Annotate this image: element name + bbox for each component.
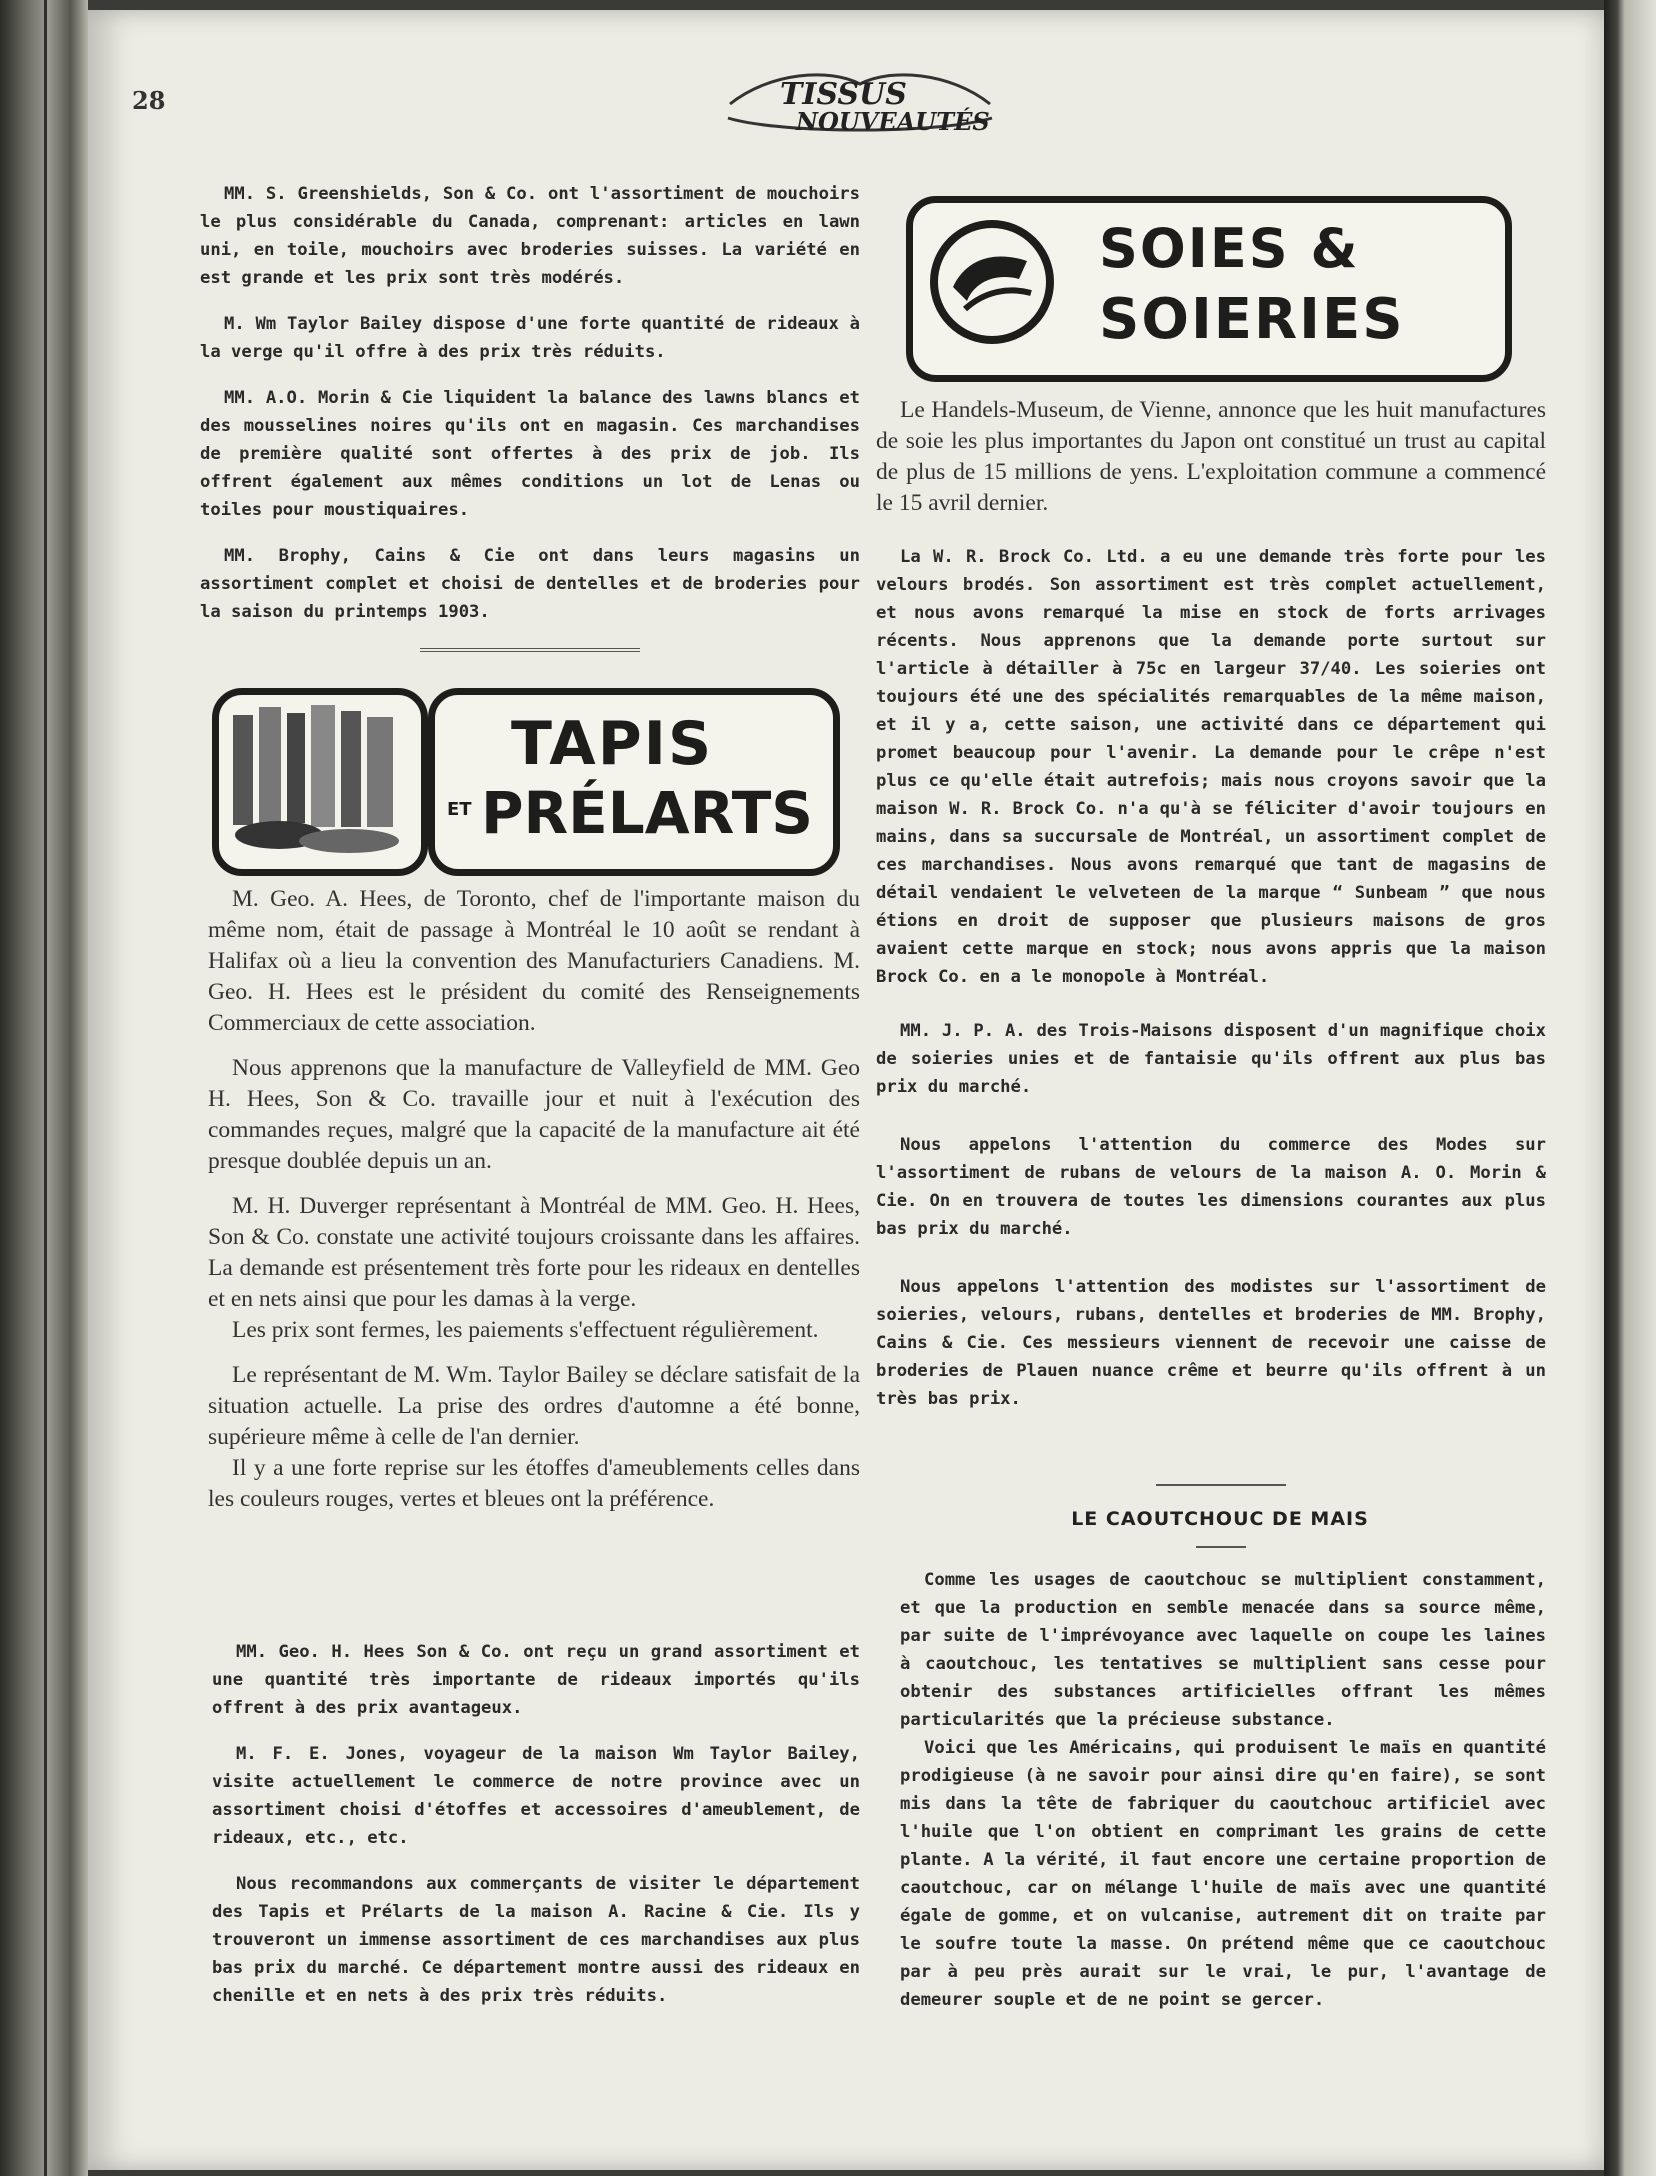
silk-spool-illustration xyxy=(927,217,1057,347)
right-column xyxy=(876,395,1546,1431)
article-greenshields: MM. S. Greenshields, Son & Co. ont l'assortiment de mouchoirs le plus considérable du Canada, comprenant: articles en lawn uni, en toile, mouchoirs avec broderies suisses. La variété en est grande et les prix sont très modérés. xyxy=(200,184,860,288)
article-hees-rideaux: MM. Geo. H. Hees Son & Co. ont reçu un grand assortiment et une quantité très importante de rideaux importés qu'ils offrent à des prix avantageux. xyxy=(212,1642,860,1718)
banner-soies: SOIES & xyxy=(1099,217,1360,280)
article-hees-toronto: M. Geo. A. Hees, de Toronto, chef de l'importante maison du même nom, était de passage à Montréal le 10 août se rendant à Halifax où a lieu la convention des Manufacturiers Canadiens. M. Geo. H. Hees est le président du comité des Renseignements Commerciaux de cette association. xyxy=(208,886,860,1036)
article-morin-rubans: Nous appelons l'attention du commerce des Modes sur l'assortiment de rubans de velours de la maison A. O. Morin & Cie. On en trouvera de toutes les dimensions courantes aux plus bas prix du marché. xyxy=(876,1135,1546,1239)
section-rule-top xyxy=(1156,1484,1286,1486)
banner-soieries: SOIERIES xyxy=(1099,287,1405,352)
article-reprise-ameublements: Il y a une forte reprise sur les étoffes d'ameublements celles dans les couleurs rouges, vertes et bleues ont la préférence. xyxy=(208,1455,860,1512)
banner-et: ET xyxy=(447,799,472,820)
article-brophy: MM. Brophy, Cains & Cie ont dans leurs magasins un assortiment complet et choisi de dentelles et de broderies pour la saison du printemps 1903. xyxy=(200,546,860,622)
banner-tapis: TAPIS xyxy=(511,709,714,779)
separator-rule xyxy=(420,648,640,652)
svg-text:TISSUS: TISSUS xyxy=(780,77,907,112)
article-brophy-soieries: Nous appelons l'attention des modistes sur l'assortiment de soieries, velours, rubans, dentelles et broderies de MM. Brophy, Cains & Cie. Ces messieurs viennent de recevoir une caisse de broderies de Plauen nuance crême et beurre qu'ils offrent à un très bas prix. xyxy=(876,1277,1546,1409)
article-jones: M. F. E. Jones, voyageur de la maison Wm Taylor Bailey, visite actuellement le commerce de notre province avec un assortiment choisi d'étoffes et accessoires d'ameublement, de rideaux, etc., etc. xyxy=(212,1744,860,1848)
carpet-rolls-illustration xyxy=(219,695,421,869)
svg-text:NOUVEAUTÉS: NOUVEAUTÉS xyxy=(796,107,990,136)
article-caoutchouc-2: Voici que les Américains, qui produisent le maïs en quantité prodigieuse (à ne savoir pour ainsi dire qu'en faire), se sont mis dans la tête de fabriquer du caoutchouc artificiel avec l'huile que l'on obtient en comprimant les grains de cette plante. A la vérité, il faut encore une certaine proportion de caoutchouc, car on mélange l'huile de maïs avec une quantité égale de gomme, et on vulcanise, autrement dit on traite par le soufre toute la masse. On prétend même que ce caoutchouc par à peu près aurait sur le vrai, le pur, l'avantage de demeurer souple et de ne point se gercer. xyxy=(900,1738,1546,2010)
section-heading: LE CAOUTCHOUC DE MAIS xyxy=(1071,1508,1369,1530)
article-handels-museum: Le Handels-Museum, de Vienne, annonce que les huit manufactures de soie les plus importantes du Japon ont constitué un trust au capital de plus de 15 millions de yens. L'exploitation commune a commencé le 15 avril dernier. xyxy=(876,397,1546,516)
article-brock: La W. R. Brock Co. Ltd. a eu une demande très forte pour les velours brodés. Son assortiment est très complet actuellement, et nous avons remarqué la mise en stock de forts arrivages récents. Nous apprenons que la demande porte surtout sur l'article à détailler à 75c en largeur 37/40. Les soieries ont toujours été une des spécialités remarquables de la même maison, et il y a, cette saison, une activité dans ce département qui promet beaucoup pour l'avenir. La demande pour le crêpe n'est plus ce qu'elle était autrefois; mais nous croyons savoir que la maison W. R. Brock Co. n'a qu'à se féliciter d'avoir toujours en mains, dans sa succursale de Montréal, un assortiment complet de ces marchandises. Nous avons remarqué que tant de magasins de détail vendaient le velveteen de la marque “ Sunbeam ” que nous étions en droit de supposer que plusieurs maisons de gros avaient cette marque en stock; nous avons appris que la maison Brock Co. en a le monopole à Montréal. xyxy=(876,547,1546,987)
section-rule-bottom xyxy=(1196,1546,1246,1548)
banner-prelarts: PRÉLARTS xyxy=(481,779,814,847)
article-valleyfield: Nous apprenons que la manufacture de Valleyfield de MM. Geo H. Hees, Son & Co. travaille jour et nuit à l'exécution des commandes reçues, malgré que la capacité de la manufacture ait été presque doublée depuis un an. xyxy=(208,1055,860,1174)
tapis-illustration-frame xyxy=(212,688,428,876)
article-taylor-bailey: M. Wm Taylor Bailey dispose d'une forte quantité de rideaux à la verge qu'il offre à des prix très réduits. xyxy=(200,314,860,362)
page-number: 28 xyxy=(132,86,166,115)
article-representant-bailey: Le représentant de M. Wm. Taylor Bailey se déclare satisfait de la situation actuelle. La prise des ordres d'automne a été bonne, supérieure même à celle de l'an dernier. xyxy=(208,1362,860,1450)
book-binding xyxy=(0,0,88,2176)
article-caoutchouc-1: Comme les usages de caoutchouc se multiplient constamment, et que la production en semble menacée dans sa source même, par suite de l'imprévoyance avec laquelle on coupe les laines à caoutchouc, les tentatives se multiplient sans cesse pour obtenir des substances artificielles offrant les mêmes particularités que la précieuse substance. xyxy=(900,1570,1546,1730)
section-body xyxy=(900,1566,1546,2032)
soies-title-frame xyxy=(906,196,1512,382)
article-morin: MM. A.O. Morin & Cie liquident la balance des lawns blancs et des mousselines noires qu'ils ont en magasin. Ces marchandises de première qualité sont offertes à des prix de job. Ils offrent également aux mêmes conditions un lot de Lenas ou toiles pour moustiquaires. xyxy=(200,388,860,520)
left-column-bottom xyxy=(212,1638,860,2028)
masthead-logo xyxy=(710,64,1010,140)
left-column-top xyxy=(200,180,860,644)
tapis-title-frame xyxy=(428,688,840,876)
left-column-middle xyxy=(208,884,860,1529)
article-duverger: M. H. Duverger représentant à Montréal de MM. Geo. H. Hees, Son & Co. constate une activité toujours croissante dans les affaires. La demande est présentement très forte pour les rideaux en dentelles et en nets ainsi que pour les damas à la verge. xyxy=(208,1193,860,1312)
page-edge xyxy=(1604,0,1656,2176)
article-prix-fermes: Les prix sont fermes, les paiements s'effectuent régulièrement. xyxy=(232,1317,819,1343)
article-racine: Nous recommandons aux commerçants de visiter le département des Tapis et Prélarts de la maison A. Racine & Cie. Ils y trouveront un immense assortiment de ces marchandises aux plus bas prix du marché. Ce département montre aussi des rideaux en chenille et en nets à des prix très réduits. xyxy=(212,1874,860,2006)
article-trois-maisons: MM. J. P. A. des Trois-Maisons disposent d'un magnifique choix de soieries unies et de fantaisie qu'ils offrent aux plus bas prix du marché. xyxy=(876,1021,1546,1097)
